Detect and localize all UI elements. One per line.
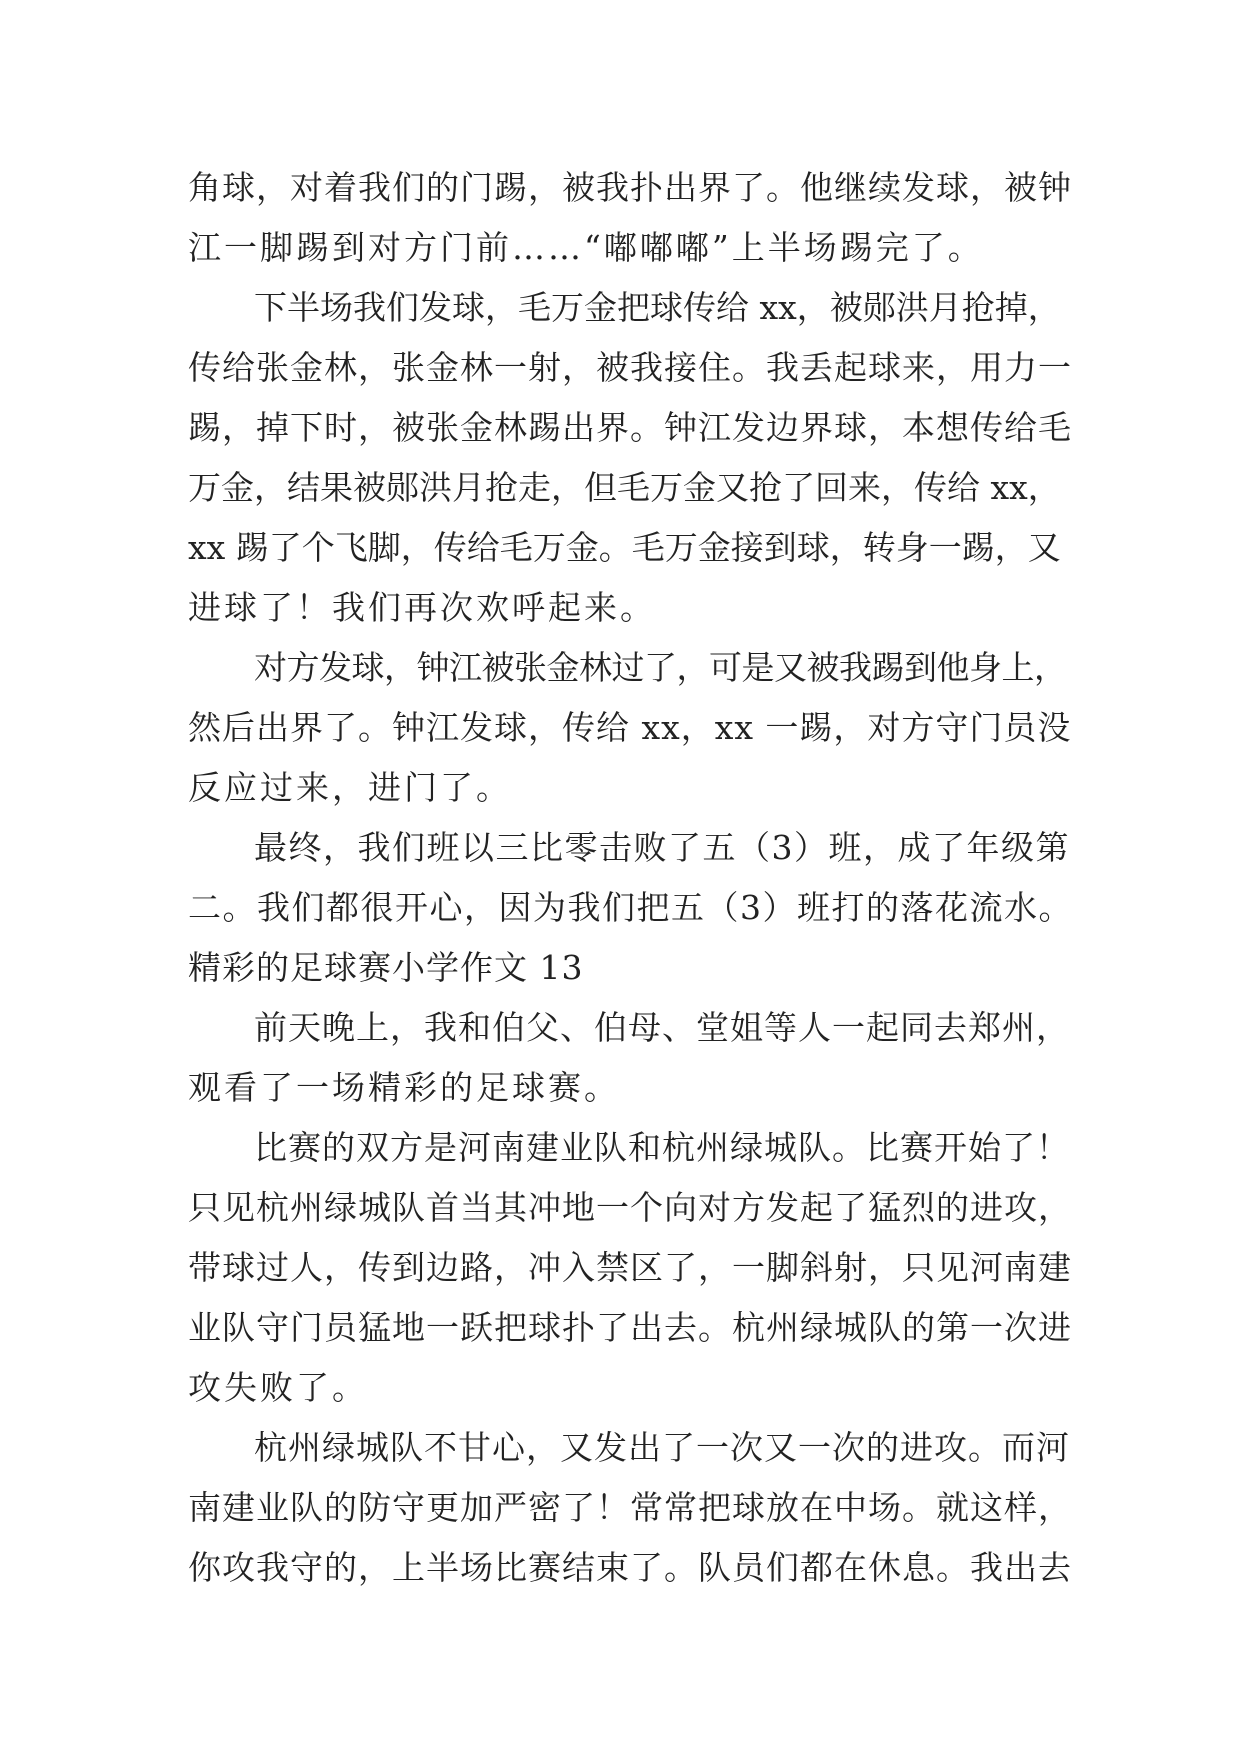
text-line: 业队守门员猛地一跃把球扑了出去。杭州绿城队的第一次进 — [188, 1308, 1072, 1347]
text-line: 角球，对着我们的门踢，被我扑出界了。他继续发球，被钟 — [188, 168, 1072, 207]
paragraph-start-line: 最终，我们班以三比零击败了五（3）班，成了年级第 — [254, 828, 1070, 867]
paragraph-start-line: 杭州绿城队不甘心，又发出了一次又一次的进攻。而河 — [254, 1428, 1070, 1467]
text-line: 带球过人，传到边路，冲入禁区了，一脚斜射，只见河南建 — [188, 1248, 1072, 1287]
document-body — [188, 158, 1073, 1598]
text-line: 万金，结果被郧洪月抢走，但毛万金又抢了回来，传给 xx， — [188, 468, 1061, 507]
text-line: 观看了一场精彩的足球赛。 — [188, 1068, 620, 1107]
text-line: 反应过来，进门了。 — [188, 768, 512, 807]
paragraph-start-line: 比赛的双方是河南建业队和杭州绿城队。比赛开始了！ — [254, 1128, 1070, 1167]
text-line: 踢，掉下时，被张金林踢出界。钟江发边界球，本想传给毛 — [188, 408, 1072, 447]
text-line: 只见杭州绿城队首当其冲地一个向对方发起了猛烈的进攻， — [188, 1188, 1072, 1227]
text-line: 攻失败了。 — [188, 1368, 368, 1407]
text-line: 二。我们都很开心，因为我们把五（3）班打的落花流水。 — [188, 888, 1073, 927]
text-line: xx 踢了个飞脚，传给毛万金。毛万金接到球，转身一踢，又 — [188, 528, 1061, 567]
text-line: 江一脚踢到对方门前……“嘟嘟嘟”上半场踢完了。 — [188, 228, 984, 267]
text-line: 然后出界了。钟江发球，传给 xx，xx 一踢，对方守门员没 — [188, 708, 1072, 747]
text-line: 传给张金林，张金林一射，被我接住。我丢起球来，用力一 — [188, 348, 1072, 387]
paragraph-start-line: 下半场我们发球，毛万金把球传给 xx，被郧洪月抢掉， — [254, 288, 1061, 327]
paragraph-start-line: 对方发球，钟江被张金林过了，可是又被我踢到他身上， — [254, 648, 1067, 687]
text-line: 进球了！我们再次欢呼起来。 — [188, 588, 656, 627]
paragraph-start-line: 前天晚上，我和伯父、伯母、堂姐等人一起同去郑州， — [254, 1008, 1070, 1047]
text-line: 你攻我守的，上半场比赛结束了。队员们都在休息。我出去 — [188, 1548, 1072, 1587]
section-heading: 精彩的足球赛小学作文 13 — [188, 948, 584, 987]
text-line: 南建业队的防守更加严密了！常常把球放在中场。就这样， — [188, 1488, 1072, 1527]
